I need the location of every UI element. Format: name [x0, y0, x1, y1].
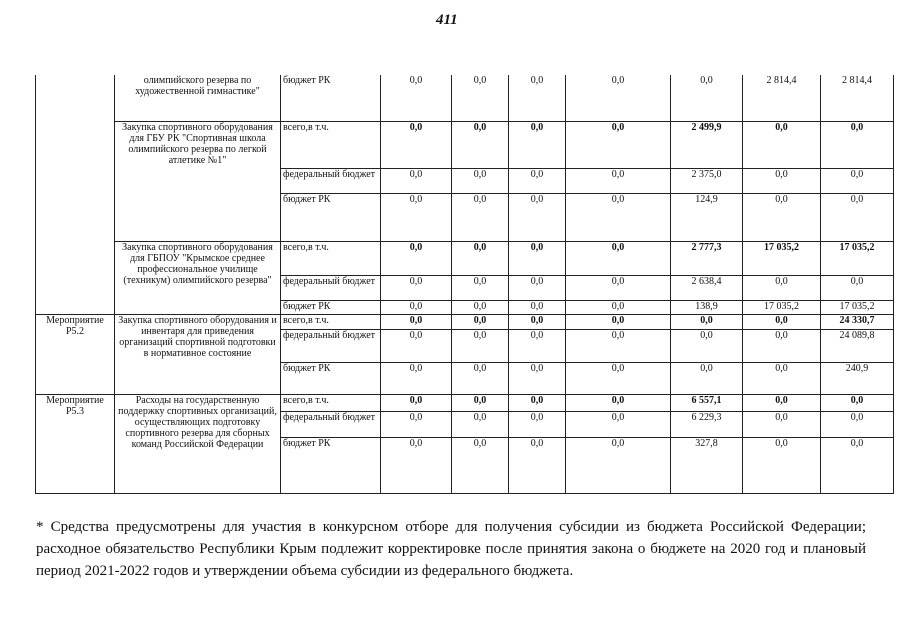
value-cell: 0,0: [509, 168, 566, 193]
value-cell: 0,0: [743, 168, 821, 193]
page-number: 411: [436, 12, 458, 28]
source-cell: федеральный бюджет: [281, 411, 381, 437]
value-cell: 2 814,4: [743, 75, 821, 121]
value-cell: 2 638,4: [671, 275, 743, 300]
value-cell: 0,0: [671, 314, 743, 329]
value-cell: 2 375,0: [671, 168, 743, 193]
value-cell: 0,0: [821, 411, 894, 437]
value-cell: 0,0: [381, 329, 452, 362]
value-cell: 17 035,2: [743, 241, 821, 275]
value-cell: 0,0: [452, 437, 509, 493]
value-cell: 0,0: [566, 437, 671, 493]
subgroup-name-cell: Расходы на государственную поддержку спортивных организаций, осуществляющих подготовку спортивного резерва для сборных команд Российской Федерации: [115, 394, 281, 493]
value-cell: 0,0: [452, 411, 509, 437]
footnote: * Средства предусмотрены для участия в конкурсном отборе для получения субсидии из бюджета Российской Федерации; расходное обязательство Республики Крым подлежит корректировке после принятия закона о бюджете на 2020 год и плановый период 2021-2022 годов и утверждении объема субсидии из федерального бюджета.: [36, 519, 866, 579]
value-cell: 0,0: [821, 121, 894, 168]
value-cell: 0,0: [566, 362, 671, 394]
value-cell: 0,0: [566, 75, 671, 121]
value-cell: 0,0: [671, 329, 743, 362]
value-cell: 0,0: [821, 437, 894, 493]
value-cell: 0,0: [381, 121, 452, 168]
value-cell: 0,0: [509, 75, 566, 121]
value-cell: 0,0: [566, 314, 671, 329]
value-cell: 0,0: [452, 314, 509, 329]
source-cell: бюджет РК: [281, 75, 381, 121]
value-cell: 0,0: [509, 193, 566, 241]
value-cell: 17 035,2: [821, 300, 894, 314]
subgroup-name-cell: Закупка спортивного оборудования для ГБУ РК "Спортивная школа олимпийского резерва по легкой атлетике №1": [115, 121, 281, 241]
table-row: [36, 75, 894, 121]
source-cell: федеральный бюджет: [281, 168, 381, 193]
value-cell: 0,0: [743, 314, 821, 329]
value-cell: 0,0: [566, 193, 671, 241]
budget-table: [35, 75, 894, 494]
value-cell: 0,0: [452, 362, 509, 394]
subgroup-name-cell: Закупка спортивного оборудования и инвентаря для приведения организаций спортивной подготовки в нормативное состояние: [115, 314, 281, 394]
source-cell: всего,в т.ч.: [281, 241, 381, 275]
value-cell: 0,0: [509, 275, 566, 300]
value-cell: 0,0: [381, 394, 452, 411]
source-cell: всего,в т.ч.: [281, 121, 381, 168]
value-cell: 0,0: [566, 121, 671, 168]
value-cell: 240,9: [821, 362, 894, 394]
value-cell: 2 777,3: [671, 241, 743, 275]
value-cell: 2 814,4: [821, 75, 894, 121]
value-cell: 0,0: [452, 193, 509, 241]
value-cell: 0,0: [743, 411, 821, 437]
value-cell: 0,0: [566, 275, 671, 300]
value-cell: 0,0: [743, 437, 821, 493]
table-row: [36, 241, 894, 275]
value-cell: 0,0: [452, 300, 509, 314]
source-cell: бюджет РК: [281, 362, 381, 394]
value-cell: 0,0: [743, 394, 821, 411]
value-cell: 0,0: [821, 275, 894, 300]
value-cell: 0,0: [452, 394, 509, 411]
value-cell: 0,0: [509, 394, 566, 411]
value-cell: 124,9: [671, 193, 743, 241]
source-cell: всего,в т.ч.: [281, 394, 381, 411]
value-cell: 0,0: [381, 168, 452, 193]
event-cell: [36, 75, 115, 314]
value-cell: 2 499,9: [671, 121, 743, 168]
source-cell: федеральный бюджет: [281, 329, 381, 362]
value-cell: 0,0: [509, 362, 566, 394]
source-cell: федеральный бюджет: [281, 275, 381, 300]
value-cell: 0,0: [509, 411, 566, 437]
value-cell: 0,0: [671, 362, 743, 394]
value-cell: 24 330,7: [821, 314, 894, 329]
value-cell: 0,0: [381, 314, 452, 329]
source-cell: всего,в т.ч.: [281, 314, 381, 329]
value-cell: 0,0: [821, 168, 894, 193]
value-cell: 0,0: [381, 362, 452, 394]
value-cell: 0,0: [452, 241, 509, 275]
value-cell: 0,0: [452, 329, 509, 362]
source-cell: бюджет РК: [281, 193, 381, 241]
value-cell: 0,0: [743, 193, 821, 241]
value-cell: 0,0: [381, 193, 452, 241]
value-cell: 0,0: [381, 411, 452, 437]
value-cell: 0,0: [566, 394, 671, 411]
value-cell: 0,0: [509, 329, 566, 362]
value-cell: 0,0: [566, 168, 671, 193]
value-cell: 0,0: [566, 300, 671, 314]
value-cell: 0,0: [821, 193, 894, 241]
value-cell: 0,0: [821, 394, 894, 411]
value-cell: 0,0: [452, 275, 509, 300]
value-cell: 0,0: [452, 75, 509, 121]
value-cell: 6 229,3: [671, 411, 743, 437]
table-row: [36, 121, 894, 168]
value-cell: 0,0: [381, 75, 452, 121]
value-cell: 0,0: [743, 362, 821, 394]
value-cell: 0,0: [509, 314, 566, 329]
value-cell: 0,0: [381, 437, 452, 493]
value-cell: 0,0: [743, 329, 821, 362]
value-cell: 17 035,2: [743, 300, 821, 314]
value-cell: 17 035,2: [821, 241, 894, 275]
value-cell: 0,0: [381, 275, 452, 300]
value-cell: 0,0: [743, 275, 821, 300]
value-cell: 0,0: [452, 121, 509, 168]
value-cell: 0,0: [381, 241, 452, 275]
value-cell: 6 557,1: [671, 394, 743, 411]
value-cell: 0,0: [381, 300, 452, 314]
value-cell: 0,0: [452, 168, 509, 193]
value-cell: 0,0: [566, 241, 671, 275]
source-cell: бюджет РК: [281, 300, 381, 314]
table-row: [36, 394, 894, 411]
value-cell: 327,8: [671, 437, 743, 493]
value-cell: 0,0: [509, 241, 566, 275]
value-cell: 0,0: [671, 75, 743, 121]
value-cell: 0,0: [509, 300, 566, 314]
source-cell: бюджет РК: [281, 437, 381, 493]
value-cell: 0,0: [509, 121, 566, 168]
value-cell: 138,9: [671, 300, 743, 314]
subgroup-name-cell: Закупка спортивного оборудования для ГБПОУ "Крымское среднее профессиональное училище (техникум) олимпийского резерва": [115, 241, 281, 314]
value-cell: 0,0: [566, 329, 671, 362]
value-cell: 0,0: [566, 411, 671, 437]
value-cell: 0,0: [509, 437, 566, 493]
table-row: [36, 314, 894, 329]
value-cell: 0,0: [743, 121, 821, 168]
event-cell: Мероприятие Р5.3: [36, 394, 115, 493]
value-cell: 24 089,8: [821, 329, 894, 362]
subgroup-name-cell: олимпийского резерва по художественной гимнастике": [115, 75, 281, 121]
event-cell: Мероприятие Р5.2: [36, 314, 115, 394]
